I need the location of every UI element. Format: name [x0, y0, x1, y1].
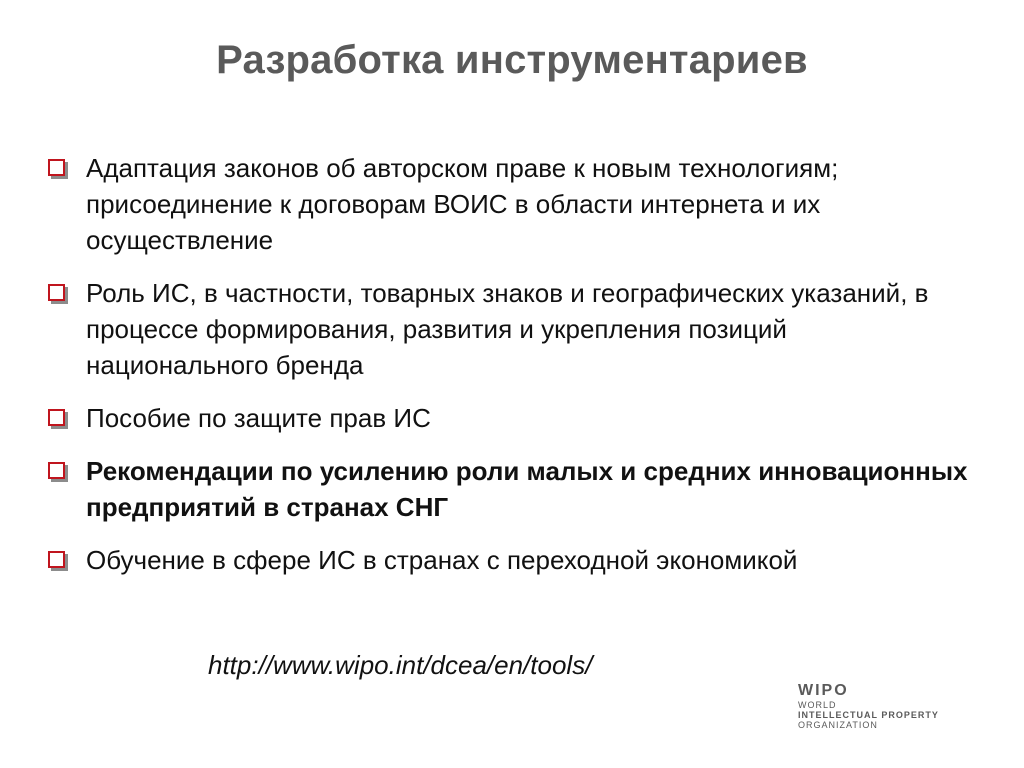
slide-title: Разработка инструментариев: [216, 38, 808, 82]
bullet-item: [48, 150, 968, 258]
bullet-text: Адаптация законов об авторском праве к новым технологиям; присоединение к договорам ВОИС в области интернета и их осуществление: [86, 153, 839, 255]
url-link[interactable]: http://www.wipo.int/dcea/en/tools/: [208, 650, 593, 680]
logo-wordmark: WIPO: [798, 682, 849, 699]
checkbox-bullet-icon: [48, 284, 65, 301]
logo-line-2: INTELLECTUAL PROPERTY: [798, 710, 939, 720]
bullet-text: Роль ИС, в частности, товарных знаков и географических указаний, в процессе формирования, развития и укрепления позиций национального бренда: [86, 278, 929, 380]
checkbox-bullet-icon: [48, 462, 65, 479]
bullet-text: Пособие по защите прав ИС: [86, 403, 431, 433]
checkbox-bullet-icon: [48, 159, 65, 176]
bullet-item: [48, 542, 968, 578]
logo-line-3: ORGANIZATION: [798, 720, 878, 730]
checkbox-bullet-icon: [48, 409, 65, 426]
bullet-item: [48, 453, 968, 525]
bullet-list: [48, 150, 968, 595]
bullet-text: Рекомендации по усилению роли малых и средних инновационных предприятий в странах СНГ: [86, 456, 968, 522]
bullet-item: [48, 400, 968, 436]
bullet-text: Обучение в сфере ИС в странах с переходной экономикой: [86, 545, 798, 575]
bullet-item: [48, 275, 968, 383]
checkbox-bullet-icon: [48, 551, 65, 568]
wipo-logo: [798, 682, 998, 742]
logo-line-1: WORLD: [798, 700, 837, 710]
